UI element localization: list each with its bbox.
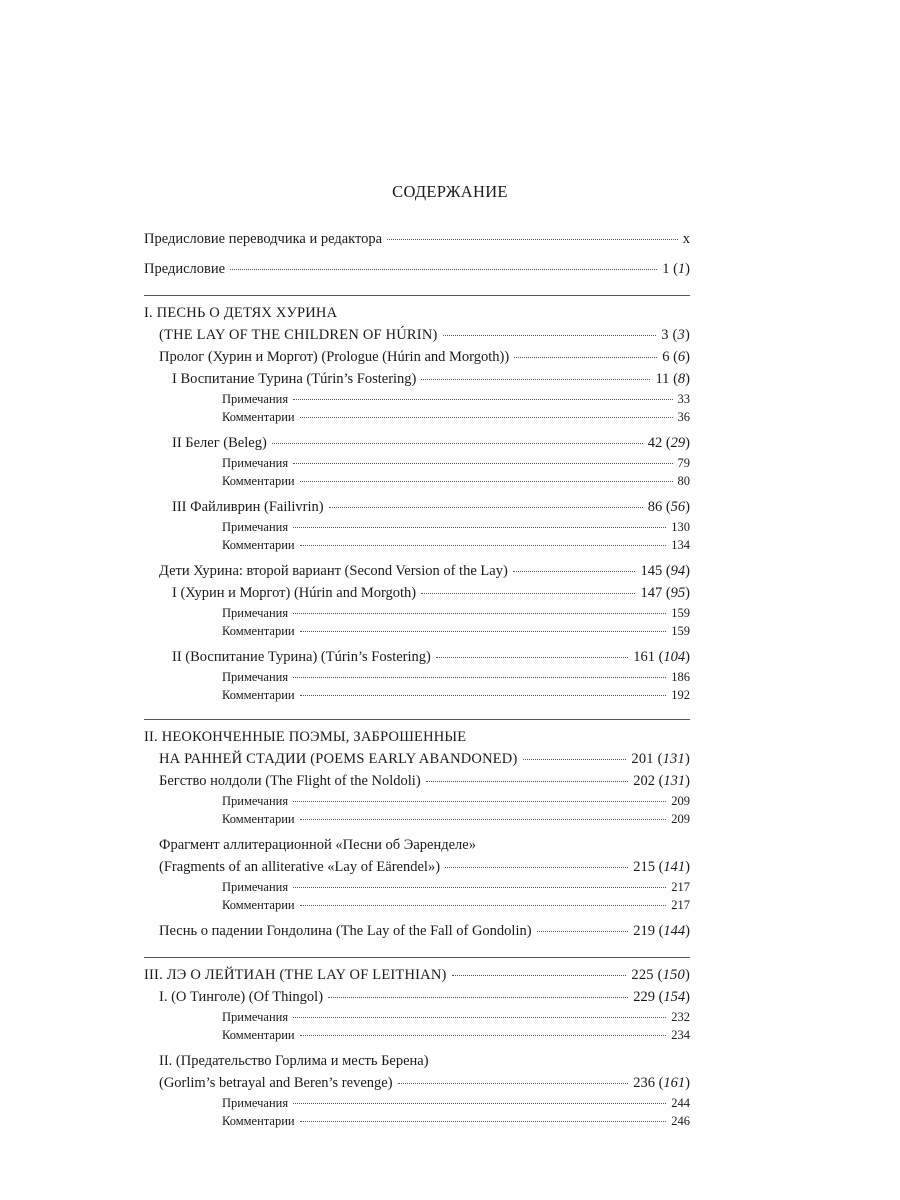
entry-title: (Gorlim’s betrayal and Beren’s revenge) xyxy=(159,1075,393,1091)
entry-page: 161 (104) xyxy=(633,649,690,665)
dot-leader xyxy=(443,335,657,336)
dot-leader xyxy=(293,399,672,400)
dot-leader xyxy=(513,571,636,572)
toc-entry-commentary[interactable] xyxy=(144,622,690,640)
entry-title: Примечания xyxy=(222,456,289,470)
dot-leader xyxy=(293,613,666,614)
entry-page: 11 (8) xyxy=(655,371,690,387)
entry-page: 234 xyxy=(671,1028,690,1042)
toc-entry-turin-fostering[interactable] xyxy=(144,368,690,390)
toc-entry-prologue[interactable] xyxy=(144,346,690,368)
entry-title: Комментарии xyxy=(222,474,295,488)
entry-page: 147 (95) xyxy=(640,585,690,601)
entry-page: 86 (56) xyxy=(647,499,690,515)
dot-leader xyxy=(398,1083,629,1084)
entry-title: Песнь о падении Гондолина (The Lay of the Fall of Gondolin) xyxy=(159,923,532,939)
entry-title-line1: Фрагмент аллитерационной «Песни об Эаренделе» xyxy=(159,837,476,853)
dot-leader xyxy=(300,545,667,546)
dot-leader xyxy=(421,593,635,594)
entry-page: 42 (29) xyxy=(647,435,690,451)
toc-entry-notes[interactable] xyxy=(144,390,690,408)
entry-title-line1: II. (Предательство Горлима и месть Берена) xyxy=(159,1053,429,1069)
entry-title: Комментарии xyxy=(222,1114,295,1128)
dot-leader xyxy=(328,997,628,998)
entry-title: Примечания xyxy=(222,606,289,620)
entry-page: 217 xyxy=(671,880,690,894)
entry-title: НА РАННЕЙ СТАДИИ (POEMS EARLY ABANDONED) xyxy=(159,751,518,767)
entry-page: 159 xyxy=(671,606,690,620)
entry-page: 215 (141) xyxy=(633,859,690,875)
part-title-line1: I. ПЕСНЬ О ДЕТЯХ ХУРИНА xyxy=(144,305,338,321)
toc-entry-notes[interactable] xyxy=(144,668,690,686)
entry-title: III. ЛЭ О ЛЕЙТИАН (THE LAY OF LEITHIAN) xyxy=(144,967,447,983)
toc-entry-part2[interactable] xyxy=(144,748,690,770)
part-title-line1: II. НЕОКОНЧЕННЫЕ ПОЭМЫ, ЗАБРОШЕННЫЕ xyxy=(144,729,467,745)
toc-entry-notes[interactable] xyxy=(144,604,690,622)
entry-page: 209 xyxy=(671,794,690,808)
toc-entry-commentary[interactable] xyxy=(144,1112,690,1130)
entry-page: 79 xyxy=(677,456,690,470)
entry-title: Комментарии xyxy=(222,538,295,552)
toc-entry-preface[interactable] xyxy=(144,258,690,280)
entry-title: Примечания xyxy=(222,880,289,894)
toc-entry-notes[interactable] xyxy=(144,1008,690,1026)
dot-leader xyxy=(426,781,629,782)
entry-page: 80 xyxy=(677,474,690,488)
dot-leader xyxy=(300,905,667,906)
toc-entry-notes[interactable] xyxy=(144,1094,690,1112)
dot-leader xyxy=(300,417,673,418)
dot-leader xyxy=(300,819,667,820)
entry-title: (Fragments of an alliterative «Lay of Eärendel») xyxy=(159,859,441,875)
dot-leader xyxy=(300,1035,667,1036)
entry-title: Предисловие xyxy=(144,261,226,277)
table-of-contents xyxy=(144,228,690,1130)
toc-entry-notes[interactable] xyxy=(144,792,690,810)
entry-page: 232 xyxy=(671,1010,690,1024)
entry-page: 192 xyxy=(671,688,690,702)
entry-title: Примечания xyxy=(222,1010,289,1024)
toc-entry-failivrin[interactable] xyxy=(144,496,690,518)
toc-entry-turin-fostering-2[interactable] xyxy=(144,646,690,668)
entry-page: x xyxy=(682,231,690,247)
dot-leader xyxy=(293,463,672,464)
toc-entry-commentary[interactable] xyxy=(144,536,690,554)
toc-entry-of-thingol[interactable] xyxy=(144,986,690,1008)
toc-entry-notes[interactable] xyxy=(144,454,690,472)
toc-entry-fall-gondolin[interactable] xyxy=(144,920,690,942)
toc-entry-flight-noldoli[interactable] xyxy=(144,770,690,792)
entry-page: 201 (131) xyxy=(631,751,690,767)
entry-page: 244 xyxy=(671,1096,690,1110)
toc-entry-commentary[interactable] xyxy=(144,896,690,914)
entry-title: Пролог (Хурин и Моргот) (Prologue (Húrin and Morgoth)) xyxy=(159,349,510,365)
entry-title: Примечания xyxy=(222,794,289,808)
toc-entry-gorlim-betrayal[interactable] xyxy=(144,1072,690,1094)
dot-leader xyxy=(293,1017,666,1018)
dot-leader xyxy=(445,867,628,868)
entry-page: 229 (154) xyxy=(633,989,690,1005)
entry-page: 130 xyxy=(671,520,690,534)
dot-leader xyxy=(293,887,666,888)
entry-title: Комментарии xyxy=(222,1028,295,1042)
toc-entry-second-version[interactable] xyxy=(144,560,690,582)
dot-leader xyxy=(436,657,628,658)
toc-entry-notes[interactable] xyxy=(144,878,690,896)
dot-leader xyxy=(452,975,627,976)
toc-entry-beleg[interactable] xyxy=(144,432,690,454)
dot-leader xyxy=(300,481,673,482)
toc-entry-commentary[interactable] xyxy=(144,472,690,490)
dot-leader xyxy=(293,1103,666,1104)
dot-leader xyxy=(387,239,678,240)
entry-title: Дети Хурина: второй вариант (Second Version of the Lay) xyxy=(159,563,508,579)
dot-leader xyxy=(421,379,650,380)
entry-title: (THE LAY OF THE CHILDREN OF HÚRIN) xyxy=(159,327,438,343)
toc-entry-part1[interactable] xyxy=(144,324,690,346)
toc-entry-part3[interactable] xyxy=(144,964,690,986)
entry-title: Комментарии xyxy=(222,898,295,912)
dot-leader xyxy=(272,443,643,444)
entry-page: 225 (150) xyxy=(631,967,690,983)
entry-page: 159 xyxy=(671,624,690,638)
dot-leader xyxy=(300,631,667,632)
dot-leader xyxy=(329,507,643,508)
toc-entry-notes[interactable] xyxy=(144,518,690,536)
entry-page: 6 (6) xyxy=(662,349,690,365)
toc-entry-commentary[interactable] xyxy=(144,810,690,828)
entry-page: 36 xyxy=(677,410,690,424)
entry-page: 1 (1) xyxy=(662,261,690,277)
entry-page: 202 (131) xyxy=(633,773,690,789)
contents-heading: СОДЕРЖАНИЕ xyxy=(392,182,508,201)
entry-title: II (Воспитание Турина) (Túrin’s Fostering) xyxy=(172,649,431,665)
toc-entry-commentary[interactable] xyxy=(144,1026,690,1044)
entry-title: I Воспитание Турина (Túrin’s Fostering) xyxy=(172,371,417,387)
entry-page: 145 (94) xyxy=(640,563,690,579)
dot-leader xyxy=(300,1121,667,1122)
entry-title: Примечания xyxy=(222,670,289,684)
entry-title: II Белег (Beleg) xyxy=(172,435,267,451)
entry-title: Комментарии xyxy=(222,624,295,638)
entry-page: 33 xyxy=(677,392,690,406)
entry-page: 186 xyxy=(671,670,690,684)
toc-entry-commentary[interactable] xyxy=(144,408,690,426)
entry-title: Предисловие переводчика и редактора xyxy=(144,231,383,247)
entry-title: Бегство нолдоли (The Flight of the Noldoli) xyxy=(159,773,421,789)
entry-page: 246 xyxy=(671,1114,690,1128)
entry-page: 209 xyxy=(671,812,690,826)
dot-leader xyxy=(300,695,667,696)
entry-title: Комментарии xyxy=(222,812,295,826)
entry-page: 3 (3) xyxy=(661,327,690,343)
toc-entry-earendel-fragment[interactable] xyxy=(144,856,690,878)
entry-title: Комментарии xyxy=(222,688,295,702)
entry-page: 219 (144) xyxy=(633,923,690,939)
entry-title: Примечания xyxy=(222,1096,289,1110)
entry-title: I (Хурин и Моргот) (Húrin and Morgoth) xyxy=(172,585,417,601)
dot-leader xyxy=(523,759,627,760)
toc-entry-hurin-morgoth[interactable] xyxy=(144,582,690,604)
dot-leader xyxy=(293,527,666,528)
dot-leader xyxy=(293,677,666,678)
toc-entry-translator-preface[interactable] xyxy=(144,228,690,250)
dot-leader xyxy=(293,801,666,802)
entry-title: III Файливрин (Failivrin) xyxy=(172,499,324,515)
dot-leader xyxy=(230,269,657,270)
entry-page: 134 xyxy=(671,538,690,552)
toc-entry-commentary[interactable] xyxy=(144,686,690,704)
entry-title: Примечания xyxy=(222,520,289,534)
entry-page: 236 (161) xyxy=(633,1075,690,1091)
dot-leader xyxy=(514,357,657,358)
entry-title: I. (О Тинголе) (Of Thingol) xyxy=(159,989,324,1005)
entry-title: Комментарии xyxy=(222,410,295,424)
dot-leader xyxy=(537,931,629,932)
entry-title: Примечания xyxy=(222,392,289,406)
entry-page: 217 xyxy=(671,898,690,912)
